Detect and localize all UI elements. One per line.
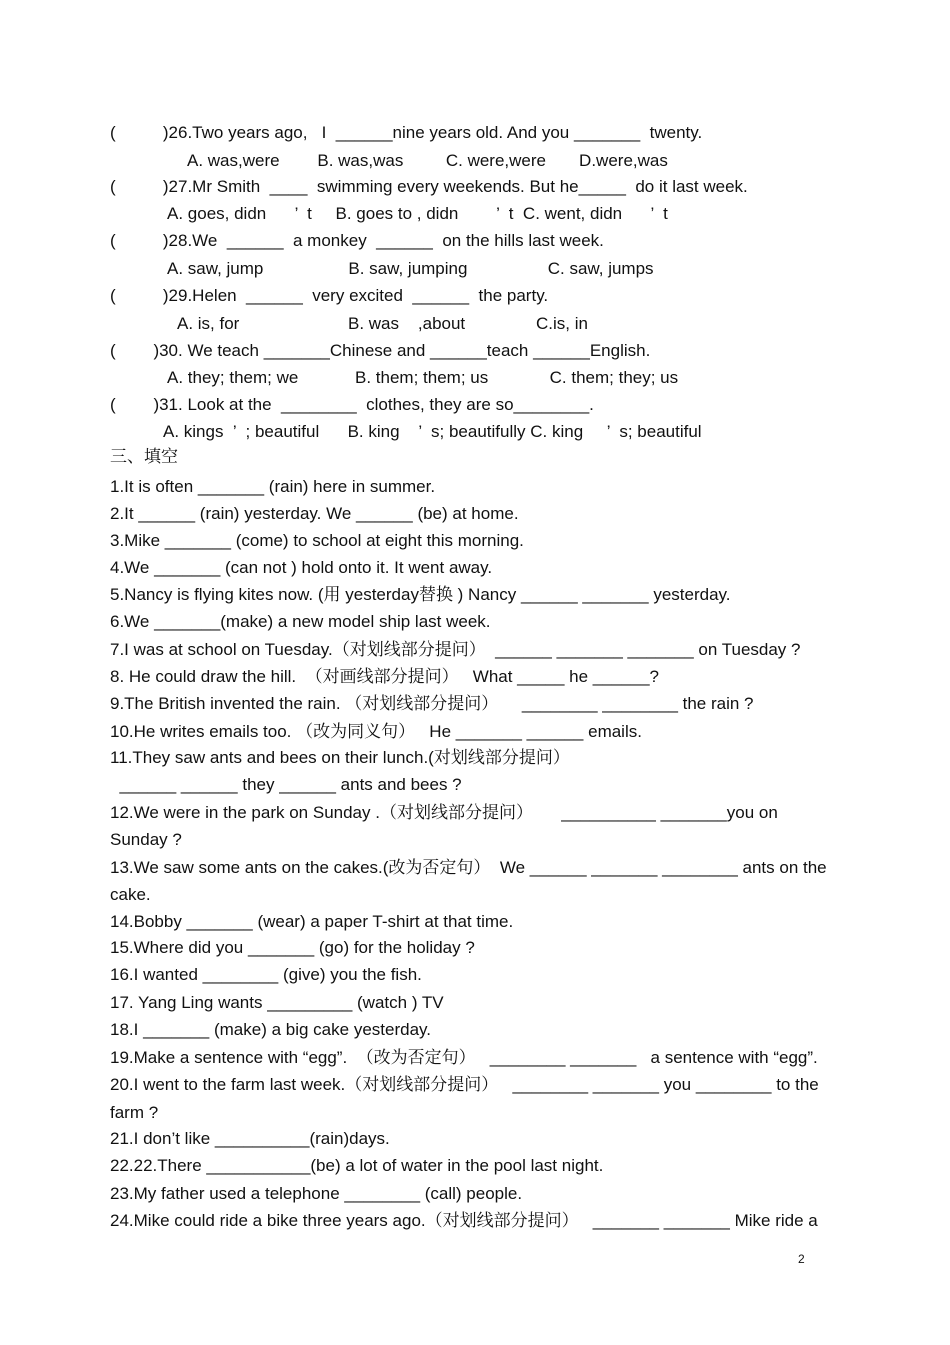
- fill-line: 16.I wanted ________ (give) you the fish.: [110, 965, 422, 984]
- fill-line: 2.It ______ (rain) yesterday. We ______ (be) at home.: [110, 504, 519, 523]
- fill-line: 8. He could draw the hill. （对画线部分提问） What _____ he ______?: [110, 667, 659, 686]
- fill-line: 20.I went to the farm last week.（对划线部分提问） ________ _______ you ________ to the: [110, 1075, 819, 1094]
- fill-line: ______ ______ they ______ ants and bees ?: [110, 775, 462, 794]
- section-title: 三、填空: [110, 447, 178, 466]
- fill-line: 23.My father used a telephone ________ (call) people.: [110, 1184, 523, 1203]
- question-stem: ( )31. Look at the ________ clothes, they are so________.: [110, 395, 594, 414]
- fill-line: 12.We were in the park on Sunday .（对划线部分提问） __________ _______you on: [110, 803, 778, 822]
- fill-line: 7.I was at school on Tuesday.（对划线部分提问） ______ _______ _______ on Tuesday ?: [110, 640, 801, 659]
- fill-line: 9.The British invented the rain. （对划线部分提问） ________ ________ the rain ?: [110, 694, 754, 713]
- fill-line: 24.Mike could ride a bike three years ago.（对划线部分提问） _______ _______ Mike ride a: [110, 1211, 818, 1230]
- question-stem: ( )29.Helen ______ very excited ______ the party.: [110, 286, 549, 305]
- fill-line: 17. Yang Ling wants _________ (watch ) TV: [110, 993, 444, 1012]
- page-number: 2: [798, 1252, 805, 1266]
- question-stem: ( )30. We teach _______Chinese and ______teach ______English.: [110, 341, 651, 360]
- answer-options: A. they; them; we B. them; them; us C. them; they; us: [167, 368, 679, 387]
- fill-line: 21.I don’t like __________(rain)days.: [110, 1129, 390, 1148]
- question-stem: ( )27.Mr Smith ____ swimming every weekends. But he_____ do it last week.: [110, 177, 748, 196]
- fill-line: 4.We _______ (can not ) hold onto it. It went away.: [110, 558, 493, 577]
- fill-line: farm ?: [110, 1103, 159, 1122]
- fill-line: cake.: [110, 885, 151, 904]
- fill-line: 10.He writes emails too. （改为同义句） He _______ ______ emails.: [110, 722, 642, 741]
- fill-line: 15.Where did you _______ (go) for the holiday ?: [110, 938, 475, 957]
- question-stem: ( )26.Two years ago, I ______nine years old. And you _______ twenty.: [110, 123, 703, 142]
- fill-line: 5.Nancy is flying kites now. (用 yesterday替换 ) Nancy ______ _______ yesterday.: [110, 585, 731, 604]
- fill-line: Sunday ?: [110, 830, 182, 849]
- question-stem: ( )28.We ______ a monkey ______ on the hills last week.: [110, 231, 604, 250]
- answer-options: A. kings ’ ; beautiful B. king ’ s; beautifully C. king ’ s; beautiful: [163, 422, 702, 441]
- fill-line: 13.We saw some ants on the cakes.(改为否定句） We ______ _______ ________ ants on the: [110, 858, 827, 877]
- answer-options: A. is, for B. was ,about C.is, in: [177, 314, 588, 333]
- fill-line: 19.Make a sentence with “egg”. （改为否定句） ________ _______ a sentence with “egg”.: [110, 1048, 818, 1067]
- fill-line: 6.We _______(make) a new model ship last week.: [110, 612, 491, 631]
- answer-options: A. goes, didn ’ t B. goes to , didn ’ t C. went, didn ’ t: [167, 204, 668, 223]
- fill-line: 1.It is often _______ (rain) here in summer.: [110, 477, 436, 496]
- fill-line: 18.I _______ (make) a big cake yesterday.: [110, 1020, 431, 1039]
- fill-line: 14.Bobby _______ (wear) a paper T-shirt at that time.: [110, 912, 514, 931]
- fill-line: 3.Mike _______ (come) to school at eight this morning.: [110, 531, 524, 550]
- fill-line: 11.They saw ants and bees on their lunch.(对划线部分提问）: [110, 748, 570, 767]
- answer-options: A. saw, jump B. saw, jumping C. saw, jumps: [167, 259, 654, 278]
- answer-options: A. was,were B. was,was C. were,were D.were,was: [187, 151, 668, 170]
- fill-line: 22.22.There ___________(be) a lot of water in the pool last night.: [110, 1156, 604, 1175]
